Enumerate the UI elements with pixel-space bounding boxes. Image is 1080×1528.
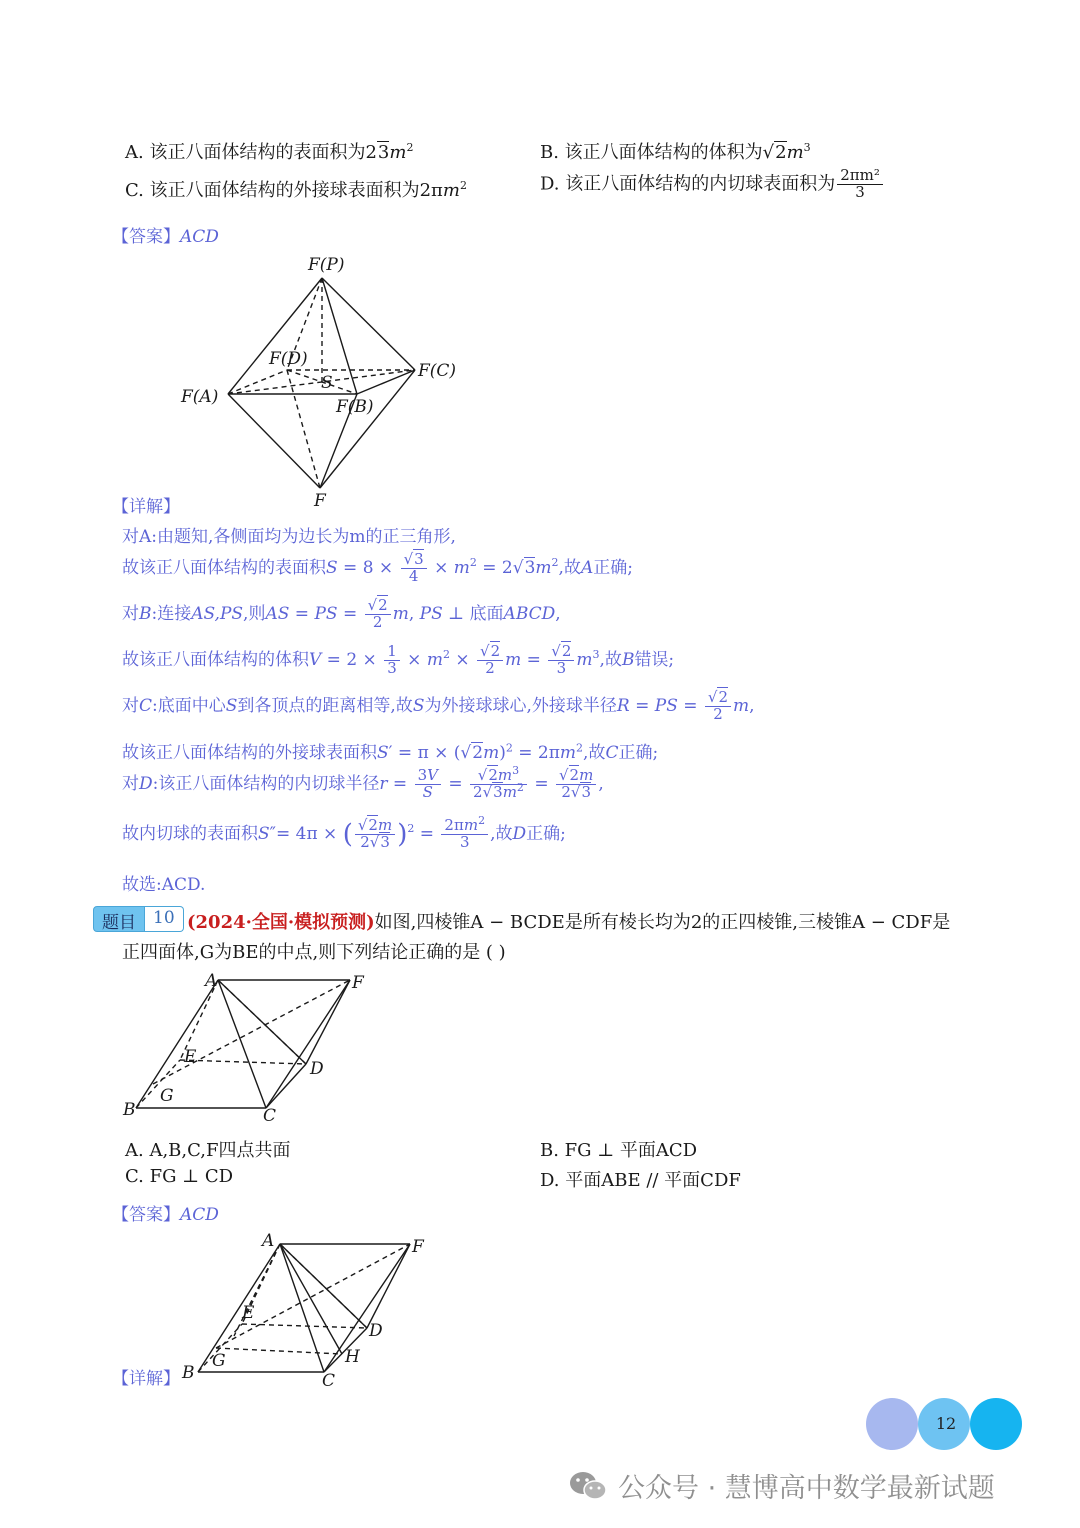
- svg-text:A: A: [262, 1231, 275, 1251]
- wechat-icon: [568, 1469, 608, 1503]
- watermark-text: 公众号 · 慧博高中数学最新试题: [618, 1473, 995, 1504]
- svg-text:D: D: [310, 1059, 324, 1079]
- q9-option-a: A. 该正八面体结构的表面积为$23m^2$: [125, 141, 414, 163]
- q9-detail-tag: 【详解】: [112, 497, 180, 517]
- label-fb: F(B): [336, 397, 374, 417]
- svg-text:G: G: [160, 1086, 174, 1106]
- q9-detail-line-4: 故该正八面体结构的体积V = 2 × $\frac{1}{3}$ × $m^2$ × $\frac{√2}{2}$ m = $\frac{√2}{3}$ $m^3$,故B错误;: [122, 642, 675, 677]
- q10-option-a: A. A,B,C,F四点共面: [125, 1140, 291, 1161]
- label-fa: F(A): [181, 387, 219, 407]
- q9-detail-line-3: 对B:连接AS,PS,则AS = PS = $\frac{√2}{2}$ m, PS ⊥ 底面ABCD,: [122, 596, 561, 631]
- q9-detail-line-1: 对A:由题知,各侧面均为边长为m的正三角形,: [122, 527, 456, 547]
- svg-text:C: C: [322, 1371, 336, 1388]
- svg-text:B: B: [123, 1100, 136, 1120]
- q9-detail-line-5: 对C:底面中心S到各顶点的距离相等,故S为外接球球心,外接球半径R = PS = $\frac{√2}{2}$ m,: [122, 688, 755, 723]
- label-fc: F(C): [418, 361, 457, 381]
- q10-option-c: C. FG ⊥ CD: [125, 1166, 234, 1187]
- q9-detail-line-9: 故选:ACD.: [122, 875, 206, 895]
- q9-detail-line-2: 故该正八面体结构的表面积S = 8 × $\frac{√3}{4}$ × $m^2 = 2√3m^2$,故A正确;: [122, 550, 633, 585]
- svg-text:H: H: [345, 1347, 360, 1367]
- q9-detail-line-6: 故该正八面体结构的外接球表面积$S' = \pi \times (√2m)^2 = 2\pi m^2$,故C正确;: [122, 741, 659, 763]
- svg-text:F: F: [352, 973, 364, 993]
- svg-text:A: A: [205, 971, 218, 991]
- label-fp: F(P): [308, 255, 345, 275]
- q10-badge-label: 题目: [93, 906, 145, 932]
- label-s: S: [321, 373, 333, 393]
- svg-text:E: E: [242, 1303, 255, 1323]
- q10-option-d: D. 平面ABE // 平面CDF: [540, 1170, 741, 1191]
- svg-text:F: F: [412, 1237, 424, 1257]
- svg-text:C: C: [263, 1106, 277, 1124]
- label-f: F: [314, 491, 326, 511]
- octahedron-figure: [175, 248, 475, 518]
- page-deco-circle-left: [866, 1398, 918, 1450]
- q10-option-b: B. FG ⊥ 平面ACD: [540, 1140, 698, 1161]
- label-fd: F(D): [269, 349, 308, 369]
- q9-option-c: C. 该正八面体结构的外接球表面积为$2\pi m^2$: [125, 179, 467, 201]
- q10-badge: [93, 906, 184, 932]
- svg-text:B: B: [182, 1363, 195, 1383]
- q10-answer: 【答案】ACD: [112, 1205, 219, 1225]
- pyramid-figure-2: [172, 1226, 432, 1388]
- q10-stem-line-1: (2024·全国·模拟预测)如图,四棱锥A − BCDE是所有棱长均为2的正四棱锥,三棱锥A − CDF是: [187, 912, 951, 933]
- q10-badge-number: 10: [145, 906, 184, 932]
- q9-detail-line-7: 对D:该正八面体结构的内切球半径r = $\frac{3V}{S}$ = $\frac{√2m^3}{2√3m^2}$ = $\frac{√2m}{2√3}$ ,: [122, 764, 604, 801]
- q10-stem-line-2: 正四面体,G为BE的中点,则下列结论正确的是 ( ): [122, 942, 506, 963]
- q10-detail-tag: 【详解】: [112, 1369, 180, 1389]
- svg-text:E: E: [184, 1047, 197, 1067]
- q9-detail-line-8: 故内切球的表面积S″= 4π × ( $\frac{√2m}{2√3}$ )$^2$ = $\frac{2\pi m^2}{3}$ ,故D正确;: [122, 814, 566, 851]
- page-deco-circle-right: [970, 1398, 1022, 1450]
- svg-text:D: D: [369, 1321, 383, 1341]
- q9-option-d: D. 该正八面体结构的内切球表面积为 $\frac{\text{2πm²}}{3}$: [540, 168, 885, 201]
- pyramid-figure-1: [118, 962, 378, 1124]
- q9-answer: 【答案】ACD: [112, 227, 219, 247]
- watermark: [568, 1466, 995, 1505]
- q9-option-b: B. 该正八面体结构的体积为$√2m^3$: [540, 141, 811, 163]
- svg-text:G: G: [212, 1351, 226, 1371]
- page-number: 12: [935, 1414, 957, 1433]
